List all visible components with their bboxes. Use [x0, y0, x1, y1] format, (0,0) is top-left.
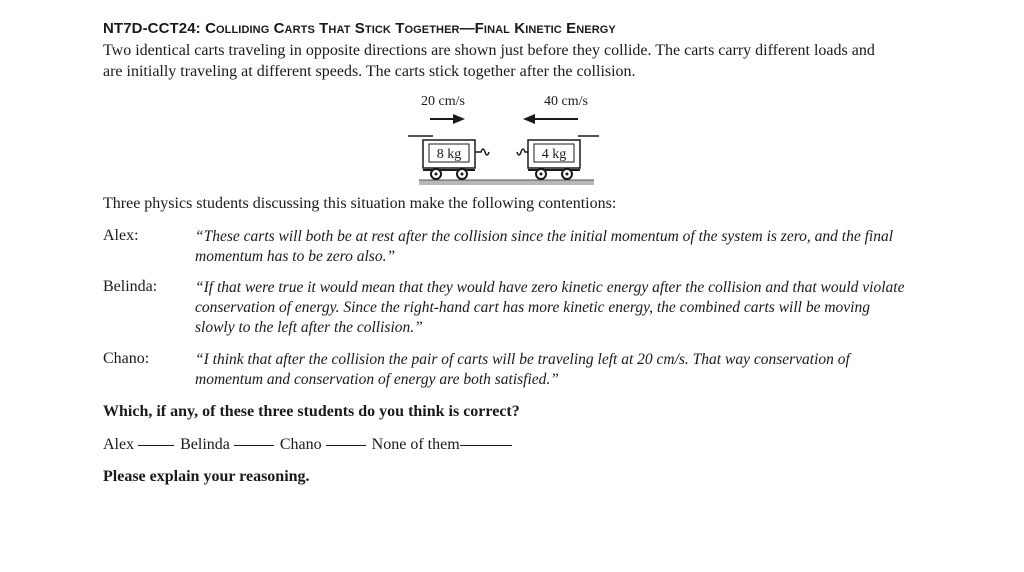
right-cart-speed: 40 cm/s — [544, 94, 588, 109]
question: Which, if any, of these three students do you think is correct? — [103, 403, 520, 420]
explain-prompt: Please explain your reasoning. — [103, 468, 310, 485]
answer-blank[interactable] — [326, 444, 366, 446]
answer-label: Alex — [103, 436, 135, 453]
right-cart — [517, 136, 599, 179]
worksheet — [103, 20, 963, 485]
answer-options — [103, 436, 518, 454]
answer-belinda[interactable] — [180, 436, 280, 454]
right-arrow-icon — [430, 114, 465, 124]
answer-label: Chano — [279, 436, 322, 453]
answer-none[interactable] — [372, 436, 518, 454]
right-cart-mass: 4 kg — [541, 147, 567, 162]
left-arrow-icon — [523, 114, 578, 124]
worksheet-code: NT7D-CCT24: — [103, 20, 201, 37]
carts-figure — [403, 94, 613, 194]
answer-chano[interactable] — [280, 436, 372, 454]
worksheet-title — [103, 20, 963, 37]
student-quote: “These carts will both be at rest after the collision since the initial momentum of the system is zero, and the final momentum has to be zero also.” — [195, 228, 894, 265]
left-cart-mass: 8 kg — [436, 147, 462, 162]
student-name: Alex: — [103, 227, 139, 244]
answer-blank[interactable] — [234, 444, 274, 446]
left-cart-speed: 20 cm/s — [421, 94, 465, 109]
answer-blank[interactable] — [460, 444, 512, 446]
student-belinda — [103, 278, 923, 338]
student-chano — [103, 350, 923, 390]
discussion-prompt: Three physics students discussing this situation make the following contentions: — [103, 195, 617, 212]
carts-diagram — [403, 94, 613, 194]
answer-label: Belinda — [180, 436, 230, 453]
answer-alex[interactable] — [103, 436, 180, 454]
student-name: Chano: — [103, 350, 150, 367]
worksheet-title-text: Colliding Carts That Stick Together—Final Kinetic Energy — [205, 20, 616, 37]
track — [419, 180, 594, 185]
answer-blank[interactable] — [138, 444, 174, 446]
left-cart — [408, 136, 489, 179]
student-quote: “If that were true it would mean that they would have zero kinetic energy after the collision and that would violate conservation of energy. Since the right-hand cart has more kinetic energy, the combined carts will be moving slowly to the left after the collision.” — [195, 279, 905, 336]
student-quote: “I think that after the collision the pair of carts will be traveling left at 20 cm/s. That way conservation of momentum and conservation of energy are both satisfied.” — [195, 351, 850, 388]
student-alex — [103, 227, 923, 267]
answer-label: None of them — [371, 436, 460, 453]
intro-paragraph: Two identical carts traveling in opposite directions are shown just before they collide. The carts carry different loads and are initially traveling at different speeds. The carts stick together after the collision. — [103, 42, 875, 80]
student-name: Belinda: — [103, 278, 158, 295]
